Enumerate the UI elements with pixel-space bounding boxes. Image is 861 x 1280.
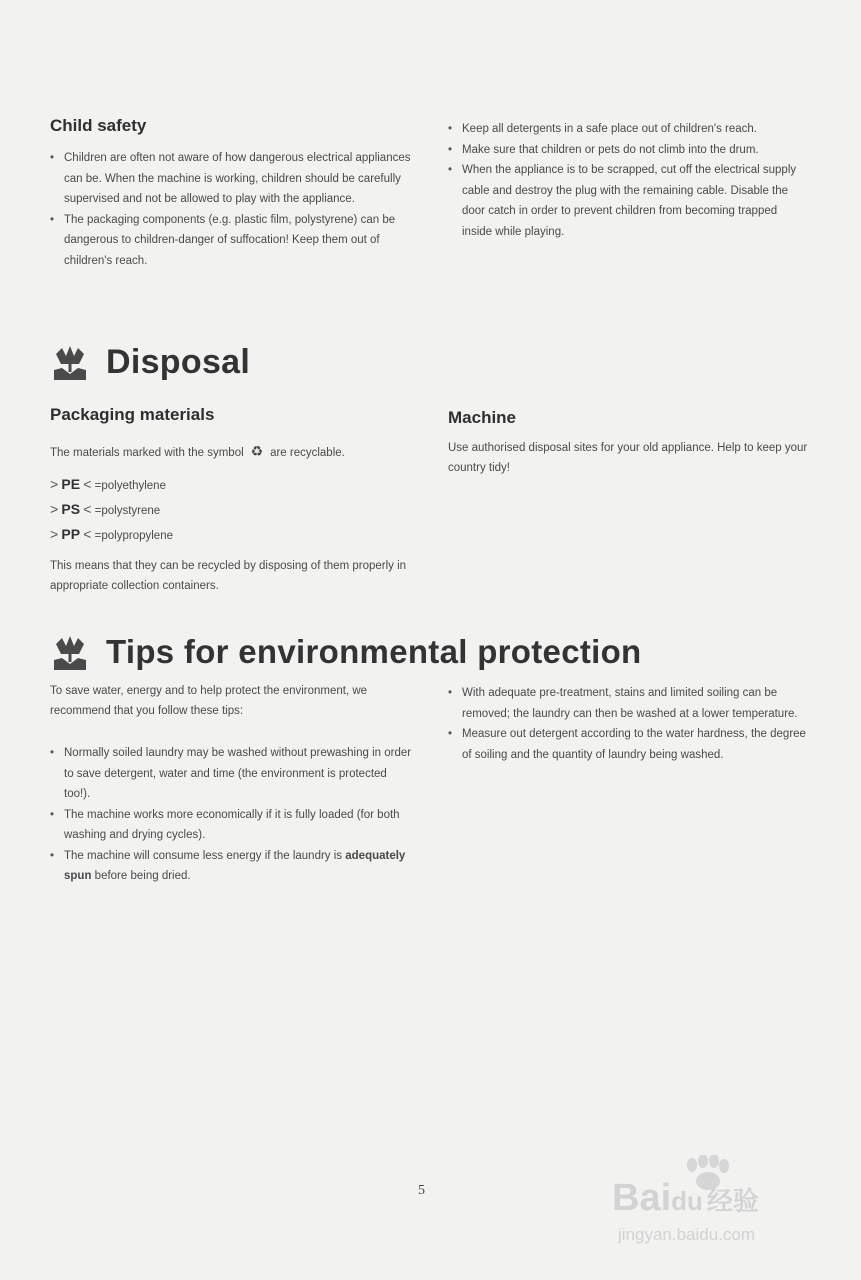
list-item: • When the appliance is to be scrapped, cut off the electrical supply cable and destroy the plug with the remaining cable. Disable the door catch in order to prevent children from becoming trapped inside while playing. bbox=[448, 160, 810, 242]
watermark-url: jingyan.baidu.com bbox=[618, 1225, 756, 1244]
watermark-brand-cn: 经验 bbox=[706, 1186, 759, 1216]
code-close: < bbox=[83, 476, 92, 492]
tips-right bbox=[448, 683, 810, 765]
packaging-intro-text: The materials marked with the symbol bbox=[50, 447, 244, 459]
disposal-title: Disposal bbox=[106, 342, 251, 381]
child-safety-heading: Child safety bbox=[50, 116, 147, 135]
material-code-row bbox=[50, 473, 412, 498]
code-desc: =polyethylene bbox=[94, 480, 166, 492]
page-number: 5 bbox=[418, 1183, 425, 1198]
child-safety-list-right bbox=[448, 119, 810, 242]
code-open: > bbox=[50, 476, 59, 492]
code-label: PS bbox=[61, 501, 81, 517]
list-item: • The machine works more economically if it is fully loaded (for both washing and drying cycles). bbox=[50, 805, 412, 846]
watermark bbox=[612, 1155, 822, 1255]
tips-title: Tips for environmental protection bbox=[106, 633, 642, 670]
machine-text: Use authorised disposal sites for your old appliance. Help to keep your country tidy! bbox=[448, 442, 808, 474]
packaging-intro-text-end: are recyclable. bbox=[270, 447, 345, 459]
list-item: • Children are often not aware of how dangerous electrical appliances can be. When the machine is working, children should be carefully supervised and not be allowed to play with the appliance. bbox=[50, 148, 412, 210]
list-item: • With adequate pre-treatment, stains and limited soiling can be removed; the laundry can then be washed at a lower temperature. bbox=[448, 683, 810, 724]
tips-list-right bbox=[448, 683, 810, 765]
packaging-materials bbox=[50, 405, 412, 596]
packaging-intro bbox=[50, 441, 412, 463]
list-item: • Keep all detergents in a safe place out of children's reach. bbox=[448, 119, 810, 140]
list-item: • Measure out detergent according to the water hardness, the degree of soiling and the quantity of laundry being washed. bbox=[448, 724, 810, 765]
watermark-brand-mid: du bbox=[671, 1186, 703, 1216]
list-item: • Make sure that children or pets do not climb into the drum. bbox=[448, 140, 810, 161]
machine-heading: Machine bbox=[448, 408, 517, 427]
packaging-heading: Packaging materials bbox=[50, 405, 215, 424]
list-item: • Normally soiled laundry may be washed without prewashing in order to save detergent, water and time (the environment is protected too!). bbox=[50, 743, 412, 805]
code-desc: =polypropylene bbox=[94, 530, 173, 542]
tip-emphasis: adequately spun bbox=[64, 849, 406, 882]
code-close: < bbox=[83, 501, 92, 517]
code-open: > bbox=[50, 526, 59, 542]
code-close: < bbox=[83, 526, 92, 542]
child-safety-left bbox=[50, 116, 412, 271]
tips-list-left bbox=[50, 743, 412, 887]
recycle-icon: ♻ bbox=[250, 443, 264, 459]
child-safety-right bbox=[448, 119, 810, 242]
list-item bbox=[50, 846, 412, 887]
code-label: PE bbox=[61, 476, 81, 492]
packaging-outro: This means that they can be recycled by disposing of them properly in appropriate collection containers. bbox=[50, 560, 407, 592]
tips-section-heading bbox=[48, 630, 642, 674]
code-label: PP bbox=[61, 526, 81, 542]
disposal-section-heading bbox=[48, 340, 250, 384]
material-codes bbox=[50, 473, 412, 548]
machine-disposal bbox=[448, 408, 810, 478]
code-desc: =polystyrene bbox=[94, 505, 161, 517]
watermark-brand-left: Bai bbox=[612, 1177, 672, 1219]
material-code-row bbox=[50, 523, 412, 548]
child-safety-list-left bbox=[50, 148, 412, 271]
plant-icon bbox=[48, 340, 92, 384]
material-code-row bbox=[50, 498, 412, 523]
tip-text: The machine will consume less energy if the laundry is bbox=[64, 849, 346, 862]
watermark-brand bbox=[612, 1177, 759, 1220]
tips-intro: To save water, energy and to help protect the environment, we recommend that you follow these tips: bbox=[50, 685, 368, 717]
tip-text-end: before being dried. bbox=[91, 870, 191, 882]
code-open: > bbox=[50, 501, 59, 517]
plant-icon bbox=[48, 630, 92, 674]
tips-left bbox=[50, 681, 412, 887]
list-item: • The packaging components (e.g. plastic film, polystyrene) can be dangerous to children-danger of suffocation! Keep them out of children's reach. bbox=[50, 210, 412, 272]
